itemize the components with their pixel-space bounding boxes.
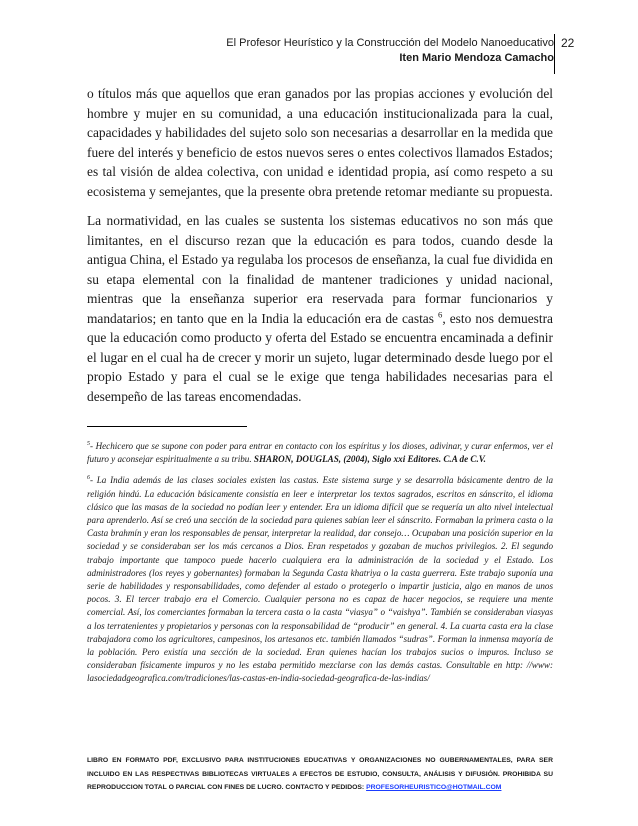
footnote-5 bbox=[87, 440, 553, 466]
footnote-5-citation: SHARON, DOUGLAS, (2004), Siglo xxi Editores. C.A de C.V. bbox=[253, 454, 486, 465]
footnotes bbox=[87, 440, 553, 694]
footnote-5-text: - Hechicero que se supone con poder para entrar en contacto con los espíritus y los dioses, adivinar, y curar enfermos, ver el futuro y aconsejar espiritualmente a su tribu. bbox=[87, 441, 553, 465]
footnote-separator bbox=[87, 426, 247, 427]
contact-email-link[interactable]: PROFESORHEURISTICO@HOTMAIL.COM bbox=[366, 784, 502, 791]
footnote-6-text: - La India además de las clases sociales existen las castas. Este sistema surge y se desarrolla básicamente dentro de la religión hindú. La educación básicamente consistía en leer e interpretar los textos sagrados, escritos en sánscrito, el idioma clásico que las masas de la sociedad no podían leer y entender. Era un idioma difícil que se requería un alto nivel intelectual para aprenderlo. Así se creó una sección de la sociedad para quienes sabían leer el sánscrito. Formaban la primera casta o la Casta brahmín y eran los responsables de pensar, interpretar la realidad, dar consejo… Ocupaban una posición superior en la sociedad y se consideraban ser los más cercanos a Dios. Eran respetados y gozaban de muchos privilegios. 2. El segundo trabajo importante que tampoco puede hacerlo cualquiera era la administración de la sociedad y el Estado. Los administradores (los reyes y gobernantes) formaban la Segunda Casta khatriya o la casta guerrera. Este trabajo suponía una serie de habilidades y responsabilidades, como defender al estado o protegerlo o impartir justicia, algo en manos de unos pocos. 3. El tercer trabajo era el Comercio. Cualquier persona no es capaz de hacer negocios, se requiere una mente comercial. Así, los comerciantes formaban la tercera casta o la casta “viasya” o “vaishya”. También se consideraban viasyas a los terratenientes y propietarios y personas con la responsabilidad de “producir” en general. 4. La cuarta casta era la clase trabajadora como los agricultores, campesinos, los artesanos etc. también llamados “sudras”. Forman la inmensa mayoría de la población. Pero existía una sección de la sociedad. Eran quienes hacían los trabajos sucios o impuros. Incluso se consideraban físicamente impuros y no les estaba permitido mezclarse con las demás castas. Consultable en http: //www: lasociedadgeografica.com/tradiciones/las-castas-en-india-sociedad-geografica-de-las-indias/ bbox=[87, 475, 553, 684]
paragraph-2-text-b: , esto nos demuestra que la educación como producto y oferta del Estado se encuentra encaminada a definir el lugar en el cual ha de crecer y morir un sujeto, lugar determinado desde luego por el propio Estado y para el cual se le exige que tenga habilidades necesarias para el desempeño de las tareas encomendadas. bbox=[87, 310, 553, 404]
footer-notice: LIBRO EN FORMATO PDF, EXCLUSIVO PARA INSTITUCIONES EDUCATIVAS Y ORGANIZACIONES NO GUBERNAMENTALES, PARA SER INCLUIDO EN LAS RESPECTIVAS BIBLIOTECAS VIRTUALES A EFECTOS DE ESTUDIO, CONSULTA, ANÁLISIS Y DIFUSIÓN. PROHIBIDA SU REPRODUCCION TOTAL O PARCIAL CON FINES DE LUCRO. CONTACTO Y PEDIDOS: bbox=[87, 757, 553, 791]
author-name: Iten Mario Mendoza Camacho bbox=[399, 52, 554, 64]
running-header bbox=[84, 36, 554, 66]
body-paragraph-1: o títulos más que aquellos que eran ganados por las propias acciones y evolución del hombre y mujer en su comunidad, a una educación institucionalizada para la cual, capacidades y habilidades del sujeto solo son necesarias a desarrollar en la medida que fuere del interés y beneficio de estos nuevos seres o entes colectivos llamados Estados; es tal visión de aldea colectiva, con unidad e identidad propia, así como respeto a su ecosistema y semejantes, que la presente obra pretende retomar mediante su propuesta. bbox=[87, 86, 553, 199]
footnote-reference-6: 6 bbox=[438, 309, 443, 320]
footnote-5-number: 5 bbox=[87, 440, 90, 447]
main-text bbox=[87, 84, 553, 416]
book-title: El Profesor Heurístico y la Construcción del Modelo Nanoeducativo bbox=[226, 37, 554, 49]
header-divider bbox=[554, 34, 555, 74]
footnote-6-number: 6 bbox=[87, 475, 90, 482]
body-paragraph-2 bbox=[87, 211, 553, 406]
paragraph-2-text-a: La normatividad, en las cuales se sustenta los sistemas educativos no son más que limitantes, en el discurso rezan que la educación es para todos, cuando desde la antigua China, el Estado ya regulaba los procesos de enseñanza, la cual fue dividida en su etapa elemental con la finalidad de mantener tradiciones y unidad nacional, mientras que la enseñanza superior era reservada para formar funcionarios y mandatarios; en tanto que en la India la educación era de castas bbox=[87, 213, 553, 326]
copyright-footer bbox=[87, 754, 553, 795]
page-number: 22 bbox=[561, 36, 575, 50]
footnote-6 bbox=[87, 474, 553, 685]
